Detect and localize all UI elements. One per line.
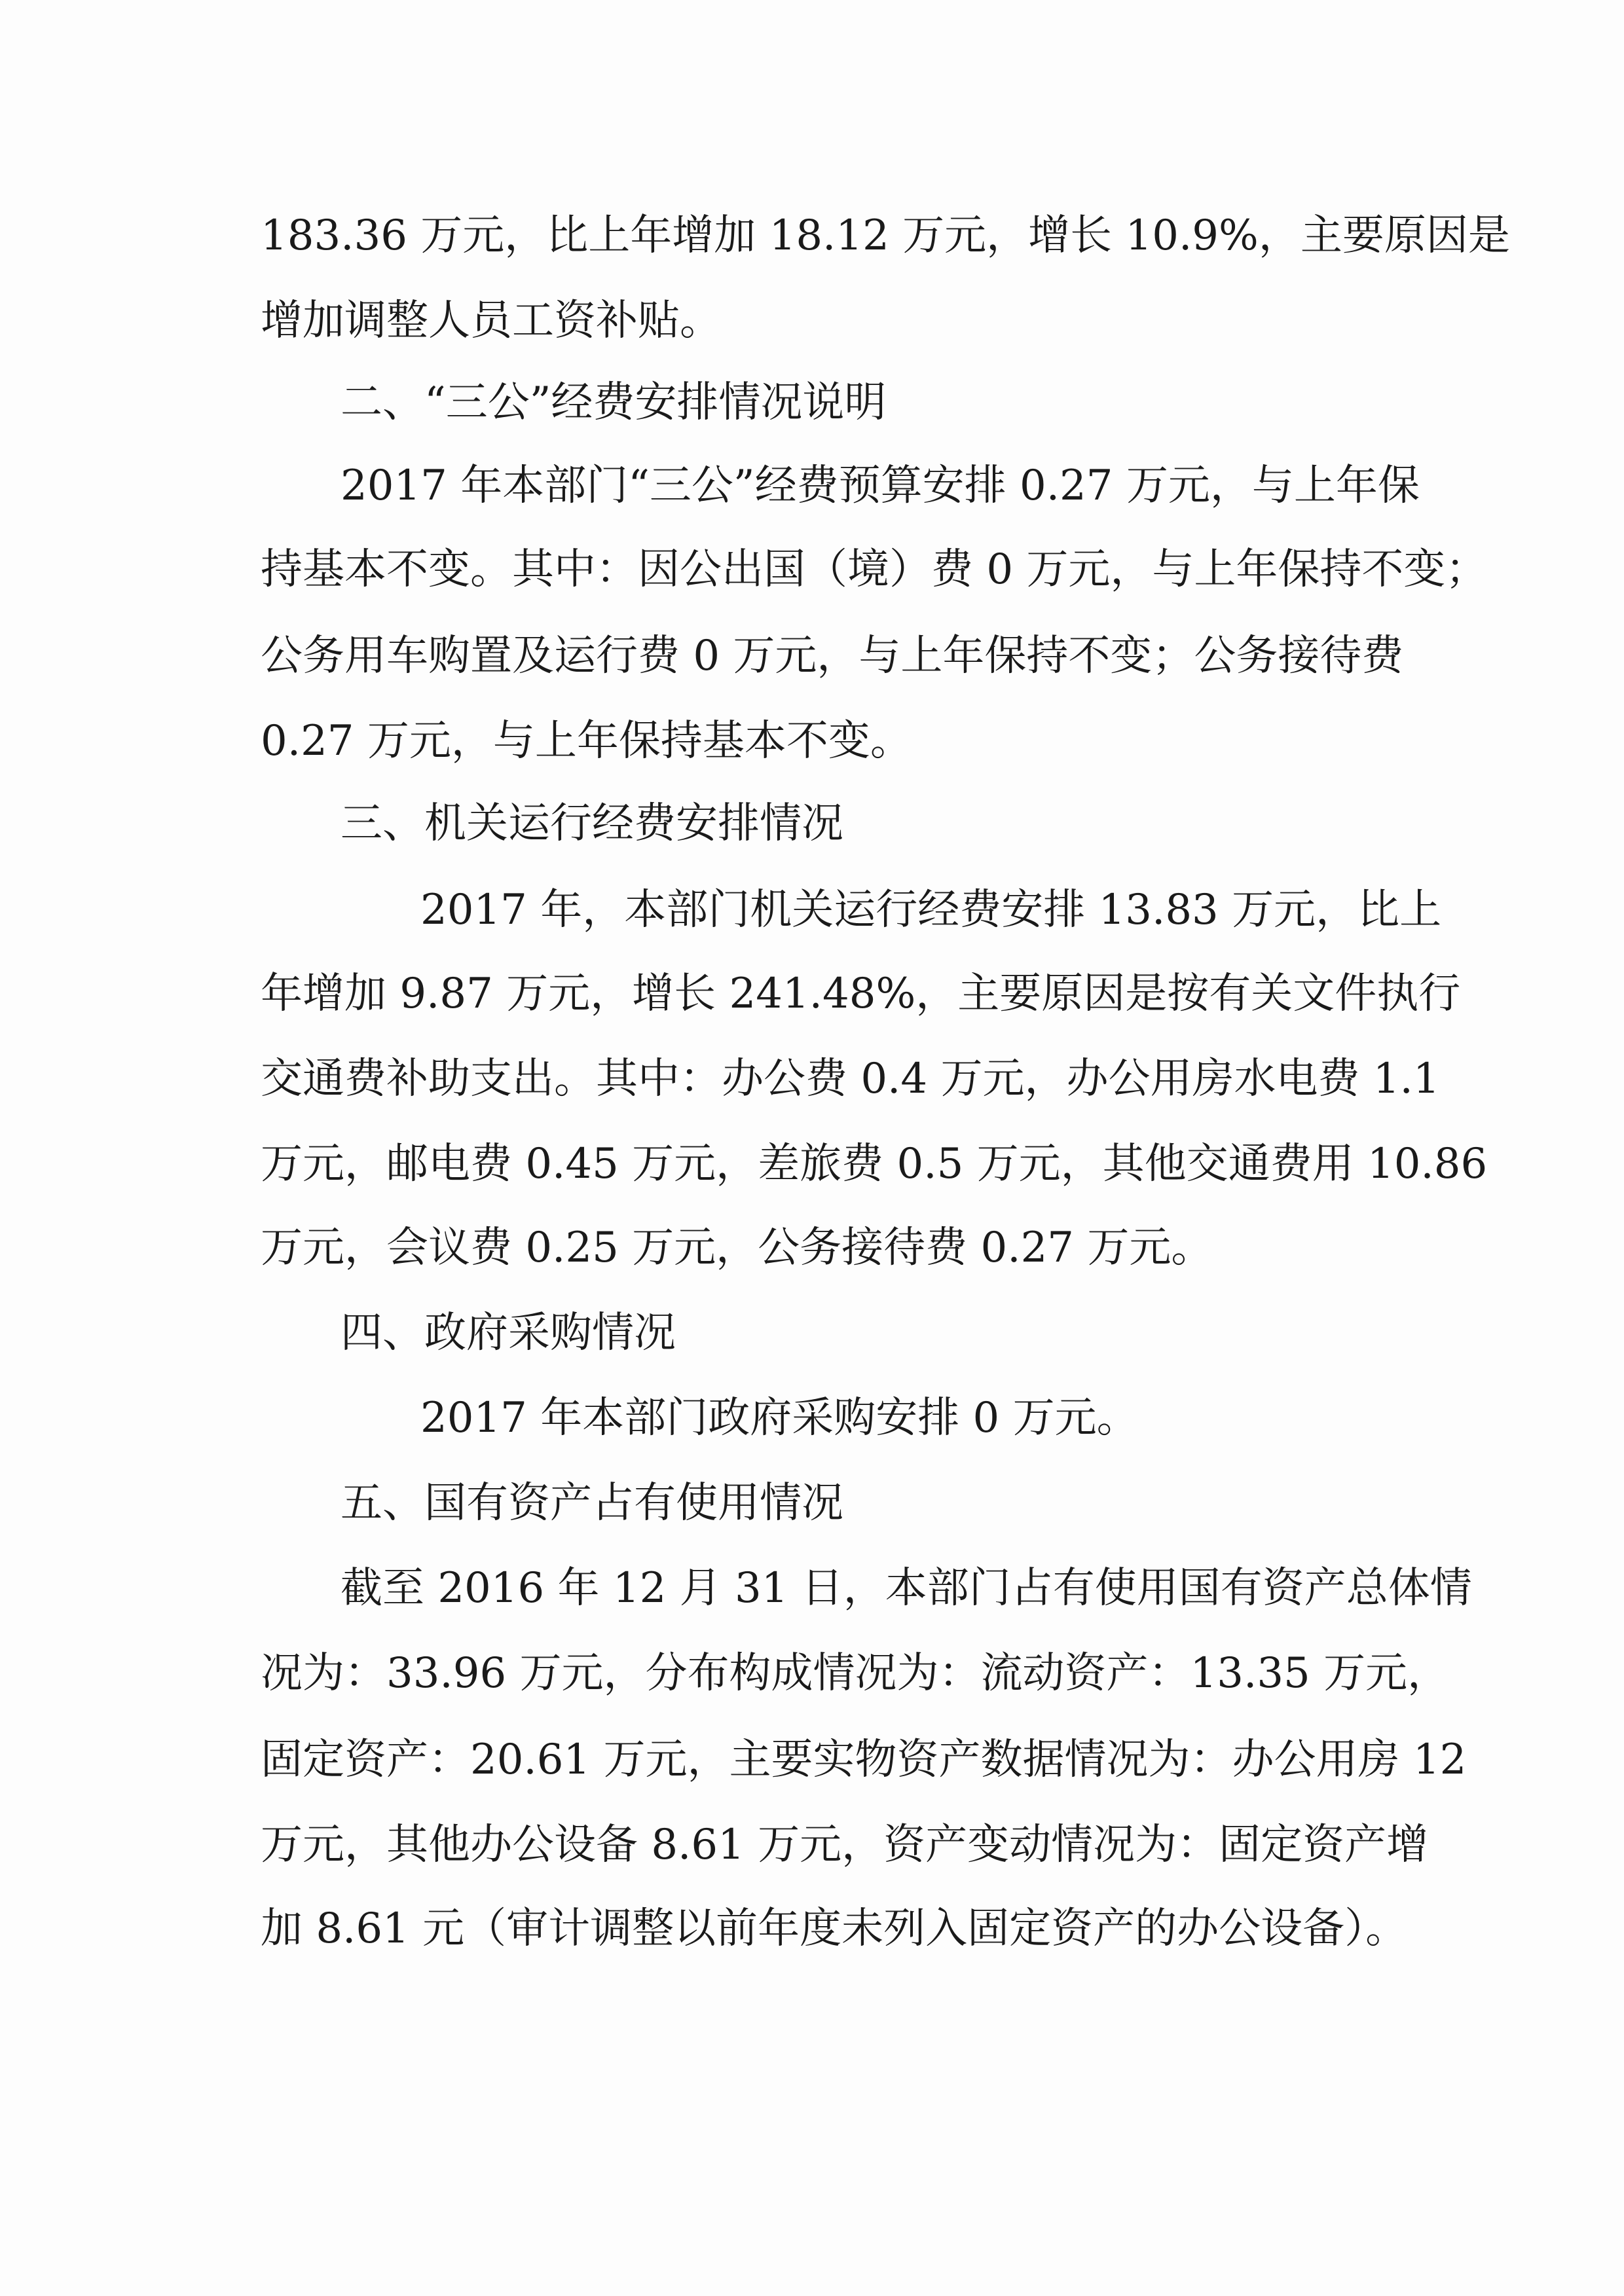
body-line: 万元，会议费 0.25 万元，公务接待费 0.27 万元。	[261, 1224, 1213, 1272]
body-line: 持基本不变。其中：因公出国（境）费 0 万元，与上年保持不变；	[261, 545, 1488, 594]
body-line: 加 8.61 元（审计调整以前年度未列入固定资产的办公设备）。	[261, 1904, 1408, 1953]
body-line: 2017 年本部门政府采购安排 0 万元。	[420, 1394, 1139, 1442]
body-line: 截至 2016 年 12 月 31 日，本部门占有使用国有资产总体情	[341, 1564, 1472, 1613]
body-line: 况为：33.96 万元，分布构成情况为：流动资产：13.35 万元，	[261, 1649, 1450, 1698]
body-line: 公务用车购置及运行费 0 万元，与上年保持不变；公务接待费	[261, 632, 1404, 680]
body-line: 183.36 万元，比上年增加 18.12 万元，增长 10.9%，主要原因是	[261, 211, 1510, 260]
section-heading-4: 四、政府采购情况	[341, 1309, 676, 1357]
section-heading-2: 二、“三公”经费安排情况说明	[341, 378, 887, 427]
section-heading-5: 五、国有资产占有使用情况	[341, 1479, 843, 1527]
body-line: 交通费补助支出。其中：办公费 0.4 万元，办公用房水电费 1.1	[261, 1055, 1440, 1103]
body-line: 年增加 9.87 万元，增长 241.48%，主要原因是按有关文件执行	[261, 970, 1461, 1018]
body-line: 2017 年，本部门机关运行经费安排 13.83 万元，比上	[420, 886, 1442, 934]
body-line: 万元，邮电费 0.45 万元，差旅费 0.5 万元，其他交通费用 10.86	[261, 1140, 1488, 1188]
body-line: 万元，其他办公设备 8.61 万元，资产变动情况为：固定资产增	[261, 1821, 1429, 1869]
body-line: 0.27 万元，与上年保持基本不变。	[261, 717, 912, 765]
body-line: 2017 年本部门“三公”经费预算安排 0.27 万元，与上年保	[341, 462, 1420, 510]
body-line: 增加调整人员工资补贴。	[261, 297, 722, 345]
body-line: 固定资产：20.61 万元，主要实物资产数据情况为：办公用房 12	[261, 1736, 1467, 1784]
section-heading-3: 三、机关运行经费安排情况	[341, 799, 843, 848]
